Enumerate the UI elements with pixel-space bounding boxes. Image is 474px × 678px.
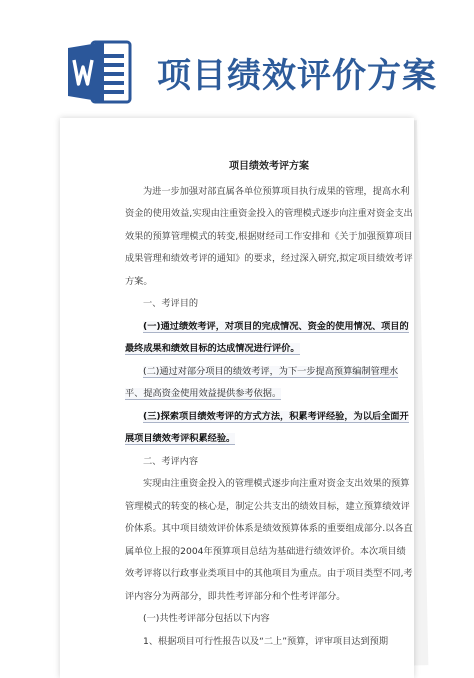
intro-paragraph: 为进一步加强对部直属各单位预算项目执行成果的管理，提高水利资金的使用效益,实现由注重资金投入的管理模式逐步向注重对资金支出效果的预算管理模式的转变,根据财经司工作安排和《关于加强预算项目成果管理和绩效考评的通知》的要求，经过深入研究,拟定项目绩效考评方案。 xyxy=(125,185,413,287)
purpose-item-1 xyxy=(125,316,413,361)
banner xyxy=(0,0,474,120)
section-heading-purpose: 一、考评目的 xyxy=(143,298,199,309)
document-body xyxy=(125,156,413,653)
word-document-icon xyxy=(66,38,134,106)
highlighted-text: (一)通过绩效考评，对项目的完成情况、资金的使用情况、项目的最终成果和绩效目标的达成情况进行评价。 xyxy=(125,320,409,354)
purpose-item-2 xyxy=(125,361,413,406)
highlighted-text: (三)探索项目绩效考评的方式方法，积累考评经验，为以后全面开展项目绩效考评积累经验。 xyxy=(125,410,409,444)
purpose-item-3 xyxy=(125,406,413,451)
banner-title: 项目绩效评价方案 xyxy=(157,56,437,96)
underlined-text: (二)通过对部分项目的绩效考评，为下一步提高预算编制管理水平、提高资金使用效益提供参考依据。 xyxy=(125,365,399,399)
section-heading-content: 二、考评内容 xyxy=(143,455,199,467)
subsection-item-1: 1、根据项目可行性报告以及“二上”预算，评审项目达到预期 xyxy=(143,635,389,647)
document-title: 项目绩效考评方案 xyxy=(229,161,309,172)
content-paragraph: 实现由注重资金投入的管理模式逐步向注重对资金支出效果的预算管理模式的转变的核心是，制定公共支出的绩效目标，建立预算绩效评价体系。其中项目绩效评价体系是绩效预算体系的重要组成部分.以各直属单位上报的2004年预算项目总结为基础进行绩效评价。本次项目绩效考评将以行政事业类项目中的其他项目为重点。由于项目类型不同,考评内容分为两部分，即共性考评部分和个性考评部分。 xyxy=(125,478,413,602)
subsection-heading: (一)共性考评部分包括以下内容 xyxy=(143,613,270,624)
